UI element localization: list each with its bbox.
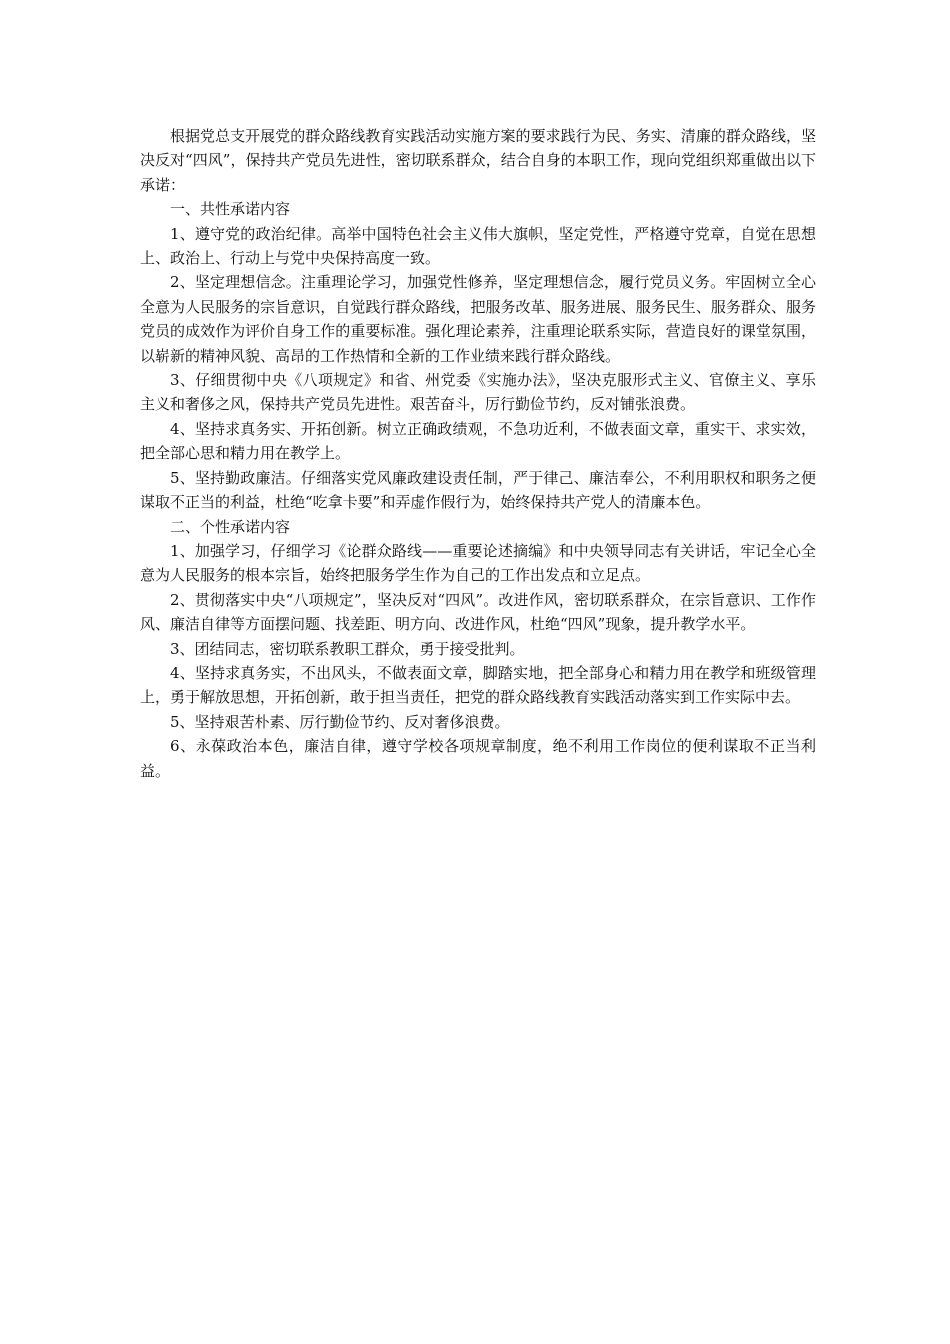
- common-item-1: 1、遵守党的政治纪律。高举中国特色社会主义伟大旗帜，坚定党性，严格遵守党章，自觉在思想上、政治上、行动上与党中央保持高度一致。: [140, 224, 816, 268]
- personal-item-6: 6、永葆政治本色，廉洁自律，遵守学校各项规章制度，绝不利用工作岗位的便利谋取不正当利益。: [140, 737, 816, 780]
- personal-item-2: 2、贯彻落实中央“八项规定”，坚决反对“四风”。改进作风，密切联系群众，在宗旨意识、工作作风、廉洁自律等方面摆问题、找差距、明方向、改进作风，杜绝“四风”现象，提升教学水平。: [140, 590, 816, 634]
- document-body: [140, 124, 816, 783]
- personal-item-5: 5、坚持艰苦朴素、厉行勤俭节约、反对奢侈浪费。: [170, 712, 510, 731]
- common-item-4: 4、坚持求真务实、开拓创新。树立正确政绩观，不急功近利，不做表面文章，重实干、求实效，把全部心思和精力用在教学上。: [140, 419, 816, 463]
- personal-item-4: 4、坚持求真务实，不出风头，不做表面文章，脚踏实地，把全部身心和精力用在教学和班级管理上，勇于解放思想，开拓创新，敢于担当责任，把党的群众路线教育实践活动落实到工作实际中去。: [140, 663, 816, 707]
- personal-item-3: 3、团结同志，密切联系教职工群众，勇于接受批判。: [170, 639, 525, 658]
- personal-item-1: 1、加强学习，仔细学习《论群众路线——重要论述摘编》和中央领导同志有关讲话，牢记全心全意为人民服务的根本宗旨，始终把服务学生作为自己的工作出发点和立足点。: [140, 541, 816, 585]
- common-item-2: 2、坚定理想信念。注重理论学习，加强党性修养，坚定理想信念，履行党员义务。牢固树立全心全意为人民服务的宗旨意识，自觉践行群众路线，把服务改革、服务进展、服务民生、服务群众、服务党员的成效作为评价自身工作的重要标准。强化理论素养，注重理论联系实际，营造良好的课堂氛围，以崭新的精神风貌、高昂的工作热情和全新的工作业绩来践行群众路线。: [140, 273, 816, 365]
- common-item-5: 5、坚持勤政廉洁。仔细落实党风廉政建设责任制，严于律己、廉洁奉公，不利用职权和职务之便谋取不正当的利益，杜绝“吃拿卡要”和弄虚作假行为，始终保持共产党人的清廉本色。: [140, 468, 816, 512]
- intro-paragraph: 根据党总支开展党的群众路线教育实践活动实施方案的要求践行为民、务实、清廉的群众路线，坚决反对“四风”，保持共产党员先进性，密切联系群众，结合自身的本职工作，现向党组织郑重做出以下承诺：: [140, 127, 816, 194]
- section-heading-common: 一、共性承诺内容: [170, 200, 291, 219]
- section-heading-personal: 二、个性承诺内容: [170, 517, 291, 536]
- common-item-3: 3、仔细贯彻中央《八项规定》和省、州党委《实施办法》，坚决克服形式主义、官僚主义、享乐主义和奢侈之风，保持共产党员先进性。艰苦奋斗，厉行勤俭节约，反对铺张浪费。: [140, 371, 816, 414]
